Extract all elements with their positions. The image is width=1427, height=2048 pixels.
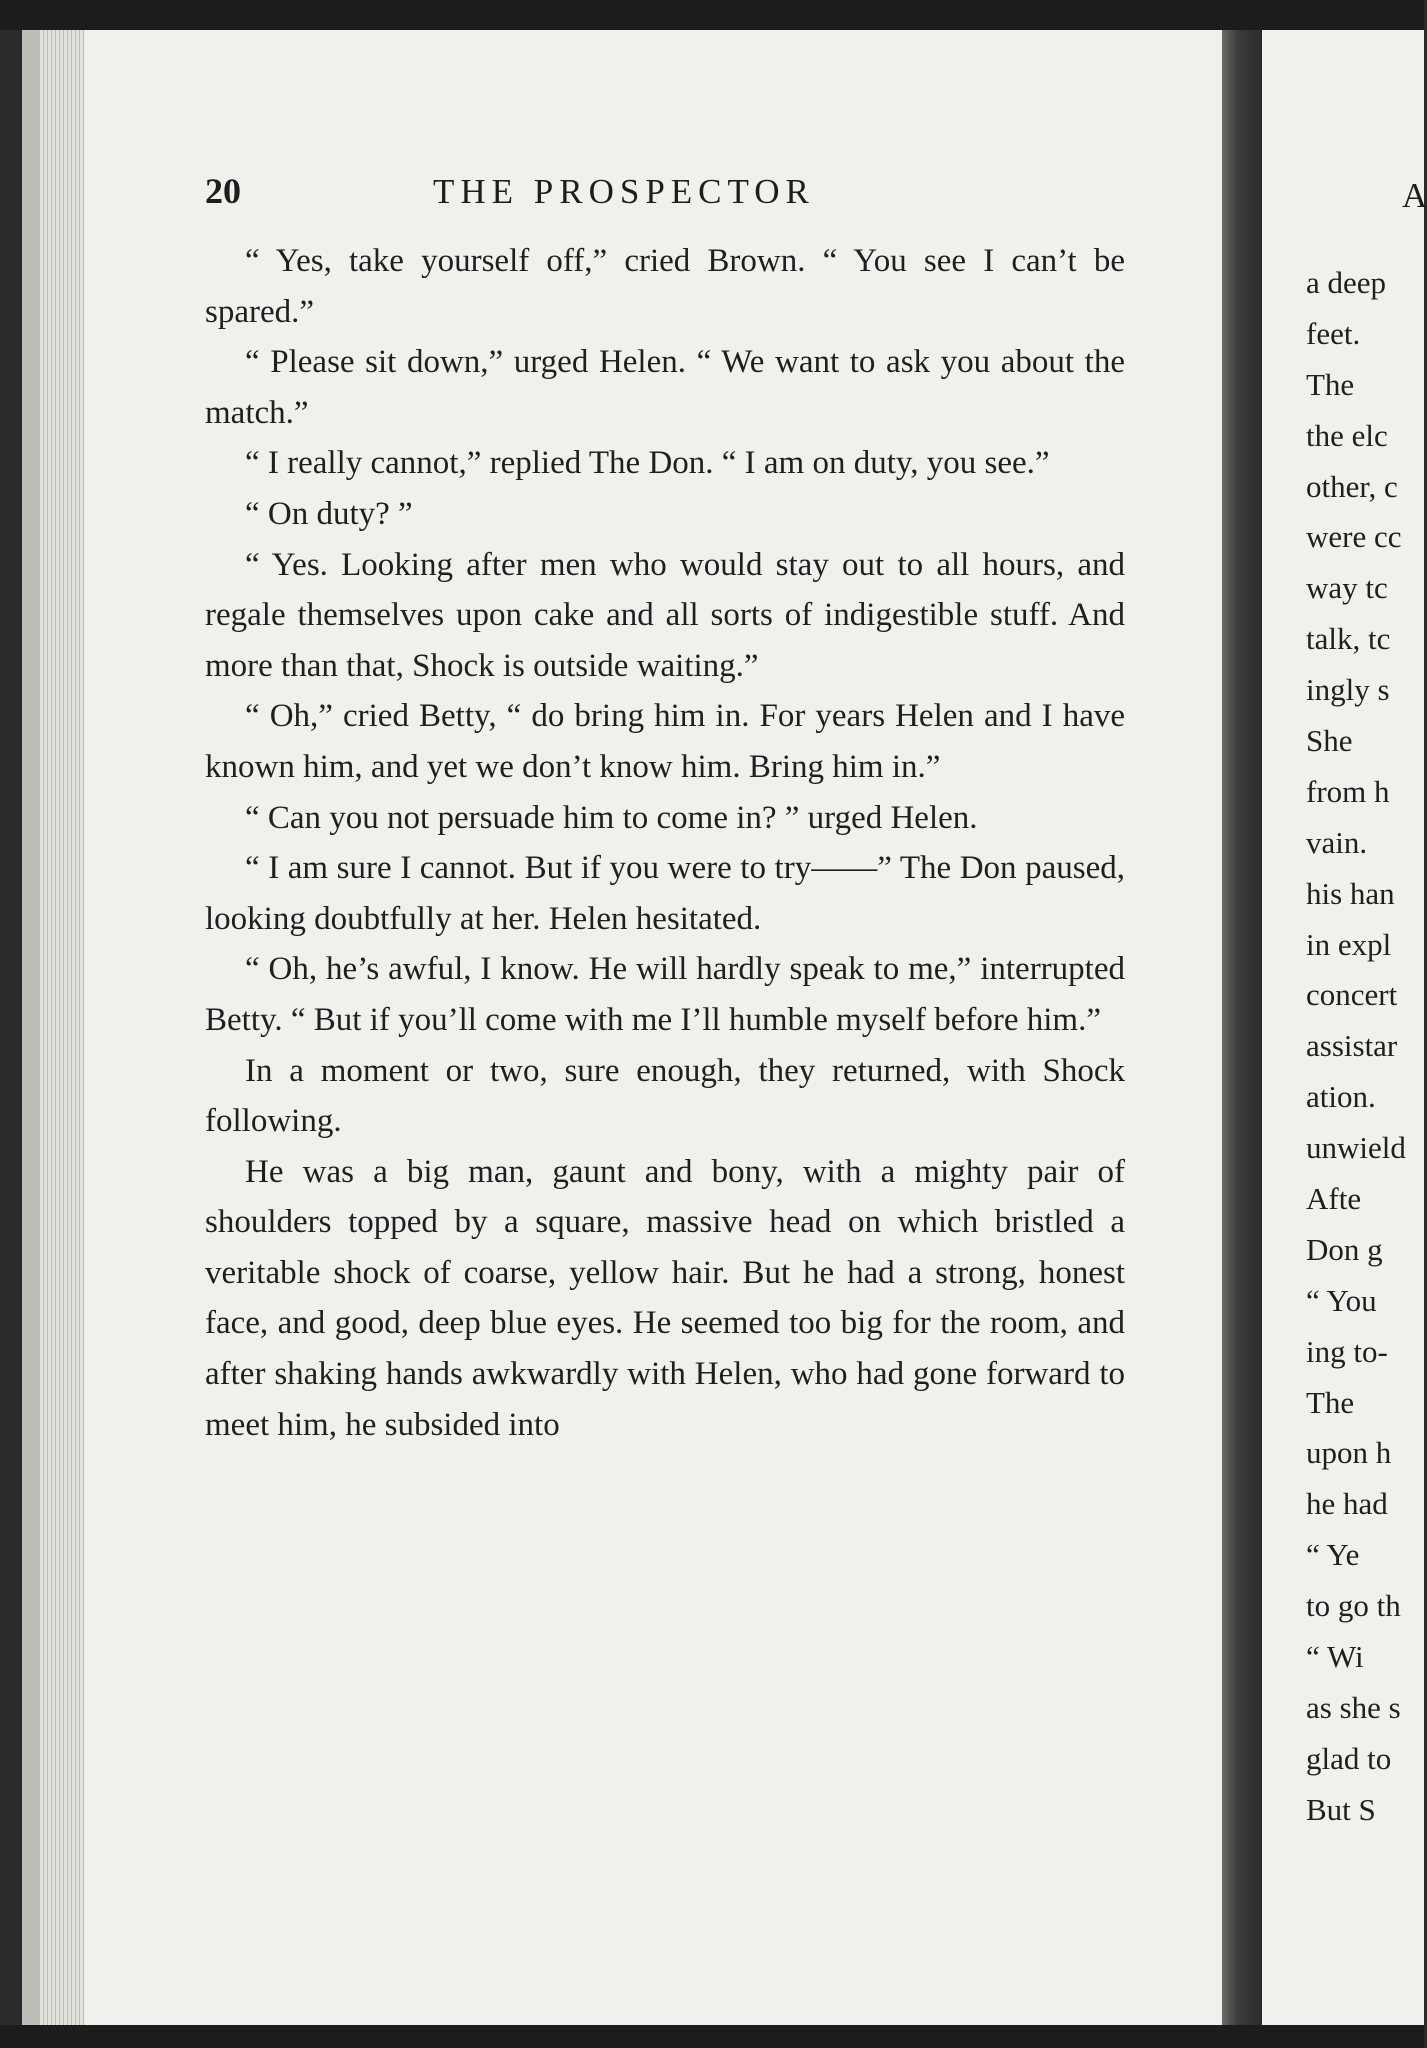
right-page-line: in expl: [1306, 926, 1392, 962]
page-header: [205, 170, 1165, 220]
right-page-line: Don g: [1306, 1231, 1383, 1267]
right-page-line: talk, tc: [1306, 621, 1391, 657]
right-page-line: vain.: [1306, 824, 1368, 860]
right-page-line: he had: [1306, 1486, 1388, 1522]
paragraph: “ Yes. Looking after men who would stay out to all hours, and regale themselves upon cake and all sorts of indigestible stuff. And more than that, Shock is outside waiting.”: [205, 546, 1125, 684]
page-number: 20: [205, 171, 241, 211]
right-page-line: ation.: [1306, 1079, 1376, 1115]
right-page-line: as she s: [1306, 1689, 1401, 1725]
right-page-line: The: [1306, 1384, 1355, 1420]
right-page-line: a deep: [1306, 265, 1387, 300]
paragraph: “ Yes, take yourself off,” cried Brown. “ You see I can’t be spared.”: [205, 243, 1125, 330]
right-page-line: way tc: [1306, 570, 1388, 606]
paragraph: “ Can you not persuade him to come in? ” urged Helen.: [245, 799, 978, 836]
paragraph: “ On duty? ”: [245, 495, 413, 532]
right-page-line: But S: [1306, 1791, 1376, 1827]
scan-top-border: [0, 0, 1424, 30]
right-page-line: glad to: [1306, 1740, 1392, 1776]
running-title: THE PROSPECTOR: [433, 172, 815, 211]
paragraph: “ Oh, he’s awful, I know. He will hardly speak to me,” interrupted Betty. “ But if you’ll come with me I’ll humble myself before him.”: [205, 951, 1125, 1038]
book-gutter: [1222, 30, 1262, 2025]
paragraph: “ Oh,” cried Betty, “ do bring him in. For years Helen and I have known him, and yet we don’t know him. Bring him in.”: [205, 698, 1125, 785]
right-page-line: concert: [1306, 977, 1398, 1013]
right-page-line: upon h: [1306, 1435, 1392, 1471]
scan-bottom-border: [0, 2025, 1424, 2048]
page-edge-stack: [40, 30, 84, 2025]
right-page-line: feet.: [1306, 315, 1361, 351]
right-page-text: [1306, 258, 1406, 1836]
right-page-line: She: [1306, 723, 1353, 759]
right-page-line: the elc: [1306, 417, 1388, 453]
right-running-title-fragment: A: [1402, 176, 1427, 215]
right-page-line: Afte: [1306, 1181, 1362, 1217]
right-page-line: “ You: [1306, 1282, 1377, 1318]
paragraph: In a moment or two, sure enough, they returned, with Shock following.: [205, 1052, 1125, 1140]
paragraph: He was a big man, gaunt and bony, with a mighty pair of shoulders topped by a square, massive head on which bristled a veritable shock of coarse, yellow hair. But he had a strong, honest face, and good, deep blue eyes. He seemed too big for the room, and after shaking hands awkwardly with Helen, who had gone forward to meet him, he subsided into: [205, 1153, 1125, 1443]
right-page-line: “ Wi: [1306, 1639, 1364, 1675]
right-page-line: were cc: [1306, 519, 1402, 555]
right-page-line: his han: [1306, 875, 1395, 911]
right-page-line: The: [1306, 366, 1355, 402]
right-page-line: from h: [1306, 773, 1390, 809]
right-page-line: ing to-: [1306, 1333, 1388, 1369]
right-page-line: other, c: [1306, 468, 1398, 504]
right-page-line: to go th: [1306, 1588, 1401, 1624]
right-page-line: ingly s: [1306, 672, 1390, 708]
page-body-text: [205, 236, 1125, 1450]
right-page-line: assistar: [1306, 1028, 1398, 1064]
paragraph: “ I really cannot,” replied The Don. “ I am on duty, you see.”: [245, 445, 1050, 482]
right-page-line: unwield: [1306, 1130, 1406, 1166]
paragraph: “ Please sit down,” urged Helen. “ We want to ask you about the match.”: [205, 344, 1125, 431]
paragraph: “ I am sure I cannot. But if you were to try——” The Don paused, looking doubtfully at her. Helen hesitated.: [205, 850, 1125, 937]
right-page-line: “ Ye: [1306, 1537, 1360, 1573]
right-book-page: [1262, 30, 1427, 2025]
